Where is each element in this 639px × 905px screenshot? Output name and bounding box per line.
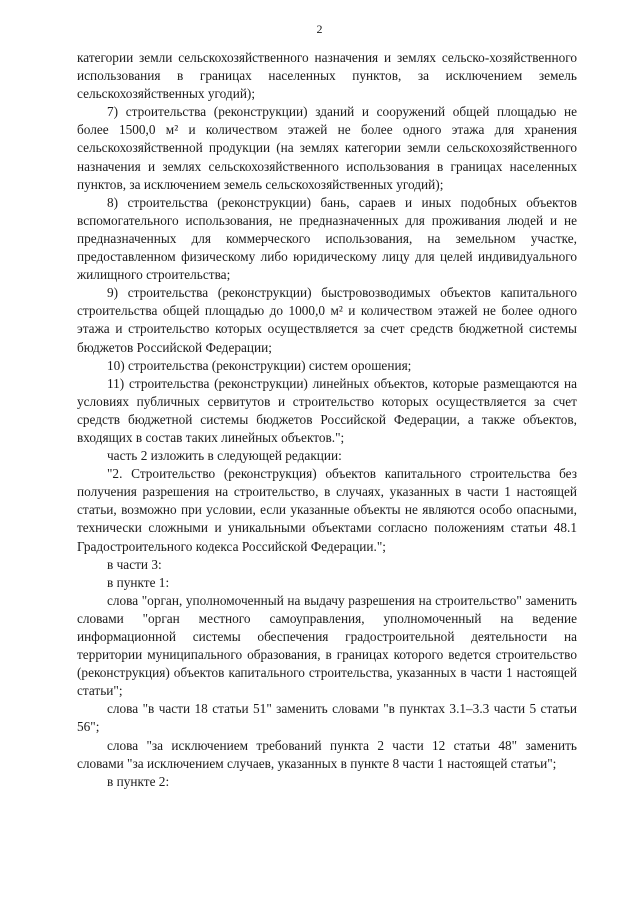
paragraph-3: 8) строительства (реконструкции) бань, сараев и иных подобных объектов вспомогательного использования, не предназначенных для проживания людей и не предназначенных для коммерческого использования, на земельном участке, предоставленном физическому либо юридическому лицу для целей индивидуального жилищного строительства; — [77, 194, 577, 283]
paragraph-11: слова "орган, уполномоченный на выдачу разрешения на строительство" заменить словами "орган местного самоуправления, уполномоченный на ведение информационной системы обеспечения градостроительной деятельности на территории муниципального образования, в границах которого ведется строительство (реконструкция) объектов капитального строительства, указанных в части 1 настоящей статьи"; — [77, 592, 577, 699]
paragraph-9: в части 3: — [107, 556, 162, 572]
paragraph-5: 10) строительства (реконструкции) систем орошения; — [107, 357, 412, 373]
paragraph-4: 9) строительства (реконструкции) быстровозводимых объектов капитального строительства общей площадью до 1000,0 м² и количеством этажей не более одного этажа и строительство которых осуществляется за счет средств бюджетной системы бюджетов Российской Федерации; — [77, 285, 577, 355]
paragraph-2: 7) строительства (реконструкции) зданий и сооружений общей площадью не более 1500,0 м² и количеством этажей не более одного этажа для хранения сельскохозяйственной продукции (на землях категории земли сельскохозяйственного назначения и землях сельскохозяйственного использования в границах населенных пунктов, за исключением земель сельскохозяйственных угодий); — [77, 104, 577, 192]
paragraph-6: 11) строительства (реконструкции) линейных объектов, которые размещаются на условиях публичных сервитутов и строительство которых осуществляется за счет средств бюджетной системы бюджетов Российской Федерации, а также объектов, входящих в состав таких линейных объектов."; — [77, 375, 577, 445]
paragraph-12: слова "в части 18 статьи 51" заменить словами "в пунктах 3.1–3.3 части 5 статьи 56"; — [77, 701, 577, 735]
paragraph-7: часть 2 изложить в следующей редакции: — [107, 448, 342, 464]
paragraph-10: в пункте 1: — [107, 574, 170, 590]
paragraph-13: слова "за исключением требований пункта 2 части 12 статьи 48" заменить словами "за исключением случаев, указанных в пункте 8 части 1 настоящей статьи"; — [77, 737, 577, 771]
paragraph-1: категории земли сельскохозяйственного назначения и землях сельско-хозяйственного использования в границах населенных пунктов, за исключением земель сельскохозяйственных угодий); — [77, 50, 577, 102]
page-number: 2 — [316, 22, 323, 36]
paragraph-8: "2. Строительство (реконструкция) объектов капитального строительства без получения разрешения на строительство, в случаях, указанных в части 1 настоящей статьи, возможно при условии, если указанные объекты не являются особо опасными, технически сложными и уникальными объектами согласно положениям статьи 48.1 Градостроительного кодекса Российской Федерации."; — [77, 466, 577, 554]
paragraph-14: в пункте 2: — [107, 773, 170, 789]
document-body — [77, 49, 577, 791]
